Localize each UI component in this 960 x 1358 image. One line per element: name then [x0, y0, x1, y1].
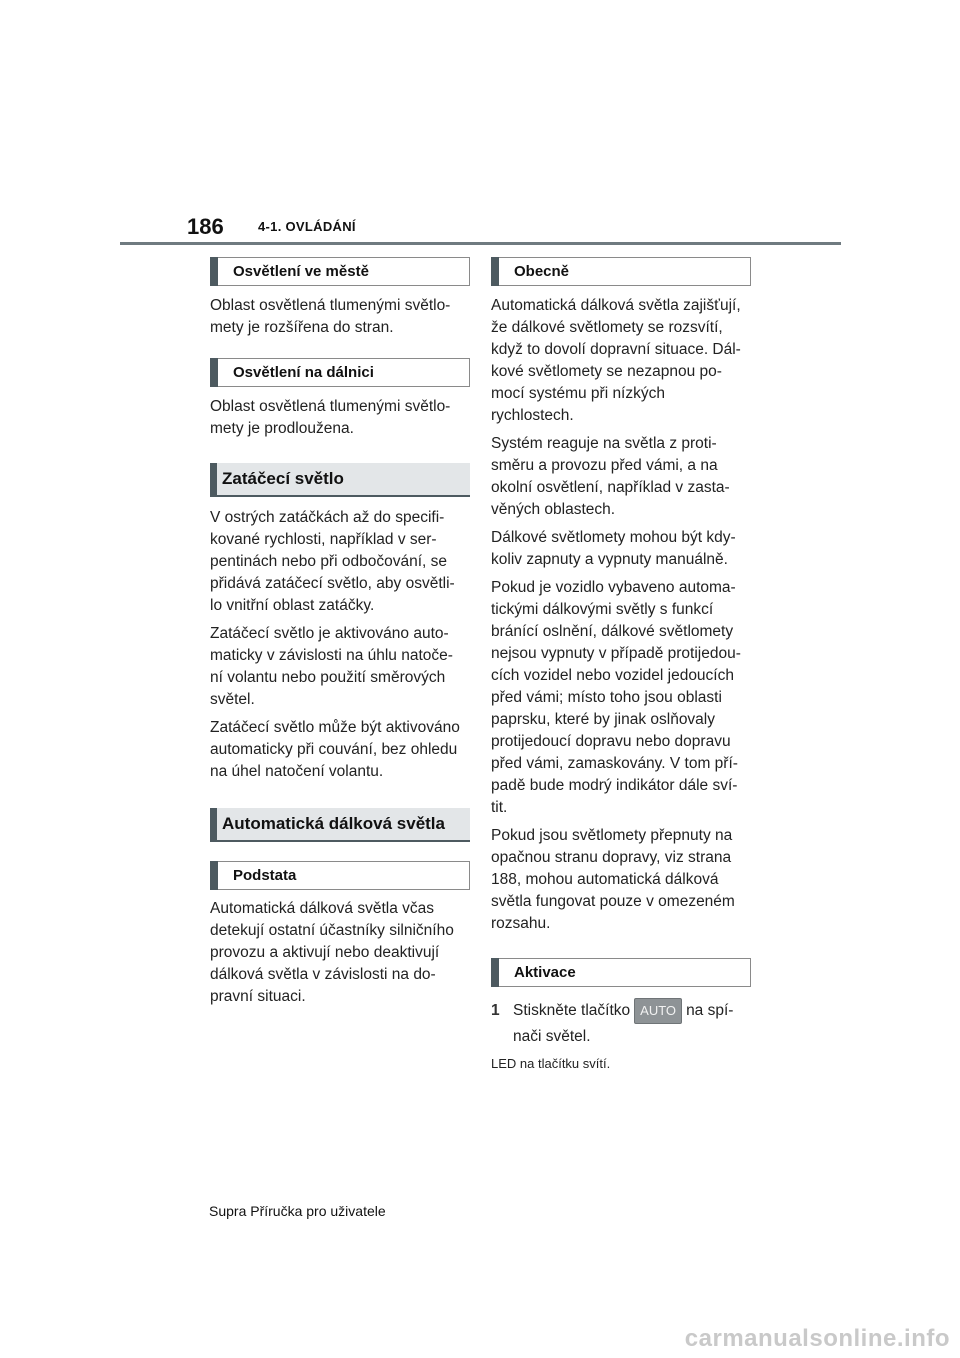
highway-lighting-heading: Osvětlení na dálnici — [210, 358, 470, 387]
page-number: 186 — [187, 214, 224, 239]
activation-step-1 — [491, 998, 751, 1050]
principle-text: Automatická dálková světla včas detekují ostatní účastníky silničního provozu a aktivují nebo deaktivují dálková světla v závislosti na do- pravní situaci. — [210, 900, 454, 1005]
city-lighting-text: Oblast osvětlená tlumenými světlo- mety je rozšířena do stran. — [210, 297, 451, 336]
general-text-4: Pokud je vozidlo vybaveno automa- tickými dálkovými světly s funkcí bránící oslnění, dálkové světlomety nejsou vypnuty v případě protijedou- cích vozidel nebo vozidel jedoucích před vámi; místo toho jsou oblasti paprsku, které by jinak oslňovaly protijedoucí dopravu nebo dopravu před vámi, zamaskovány. V tom pří- padě bude modrý indikátor dále sví- tit. — [491, 579, 741, 816]
general-text-3: Dálkové světlomety mohou být kdy- koliv zapnuty a vypnuty manuálně. — [491, 529, 736, 568]
auto-high-beam-heading: Automatická dálková světla — [210, 808, 470, 842]
general-text-1: Automatická dálková světla zajišťují, že dálkové světlomety se rozsvítí, když to dovolí dopravní situace. Dál- kové světlomety se nezapnou po- mocí systému při nízkých rychlostech. — [491, 297, 741, 424]
cornering-text-3: Zatáčecí světlo může být aktivováno automaticky při couvání, bez ohledu na úhel natočení volantu. — [210, 719, 460, 780]
cornering-text-2: Zatáčecí světlo je aktivováno auto- maticky v závislosti na úhlu natoče- ní volantu nebo použití směrových světel. — [210, 625, 453, 708]
cornering-text-1: V ostrých zatáčkách až do specifi- kované rychlosti, například v ser- pentinách nebo při odbočování, se přidává zatáčecí světlo, aby osvětli- lo vnitřní oblast zatáčky. — [210, 509, 455, 614]
step-text-before: Stiskněte tlačítko — [513, 1002, 631, 1020]
step-text-after: na spí- — [686, 1002, 734, 1020]
step-note: LED na tlačítku svítí. — [491, 1056, 611, 1072]
auto-button-icon: AUTO — [634, 998, 682, 1024]
general-text-5: Pokud jsou světlomety přepnuty na opačnou stranu dopravy, viz strana 188, mohou automatická dálková světla fungovat pouze v omezeném rozsahu. — [491, 827, 735, 932]
highway-lighting-text: Oblast osvětlená tlumenými světlo- mety je prodloužena. — [210, 398, 451, 437]
footer-text: Supra Příručka pro uživatele — [209, 1203, 386, 1219]
general-text-2: Systém reaguje na světla z proti- směru a provozu před vámi, a na okolní osvětlení, například v zasta- věných oblastech. — [491, 435, 730, 518]
left-column — [210, 257, 470, 1008]
principle-heading: Podstata — [210, 861, 470, 890]
header-divider — [120, 242, 841, 245]
cornering-light-heading: Zatáčecí světlo — [210, 463, 470, 497]
activation-heading: Aktivace — [491, 958, 751, 987]
step-number: 1 — [491, 1002, 500, 1019]
watermark: carmanualsonline.info — [684, 1325, 950, 1352]
city-lighting-heading: Osvětlení ve městě — [210, 257, 470, 286]
chapter-title: 4-1. OVLÁDÁNÍ — [258, 219, 356, 234]
step-text-line2: nači světel. — [513, 1028, 591, 1046]
general-heading: Obecně — [491, 257, 751, 286]
right-column — [491, 257, 751, 1071]
